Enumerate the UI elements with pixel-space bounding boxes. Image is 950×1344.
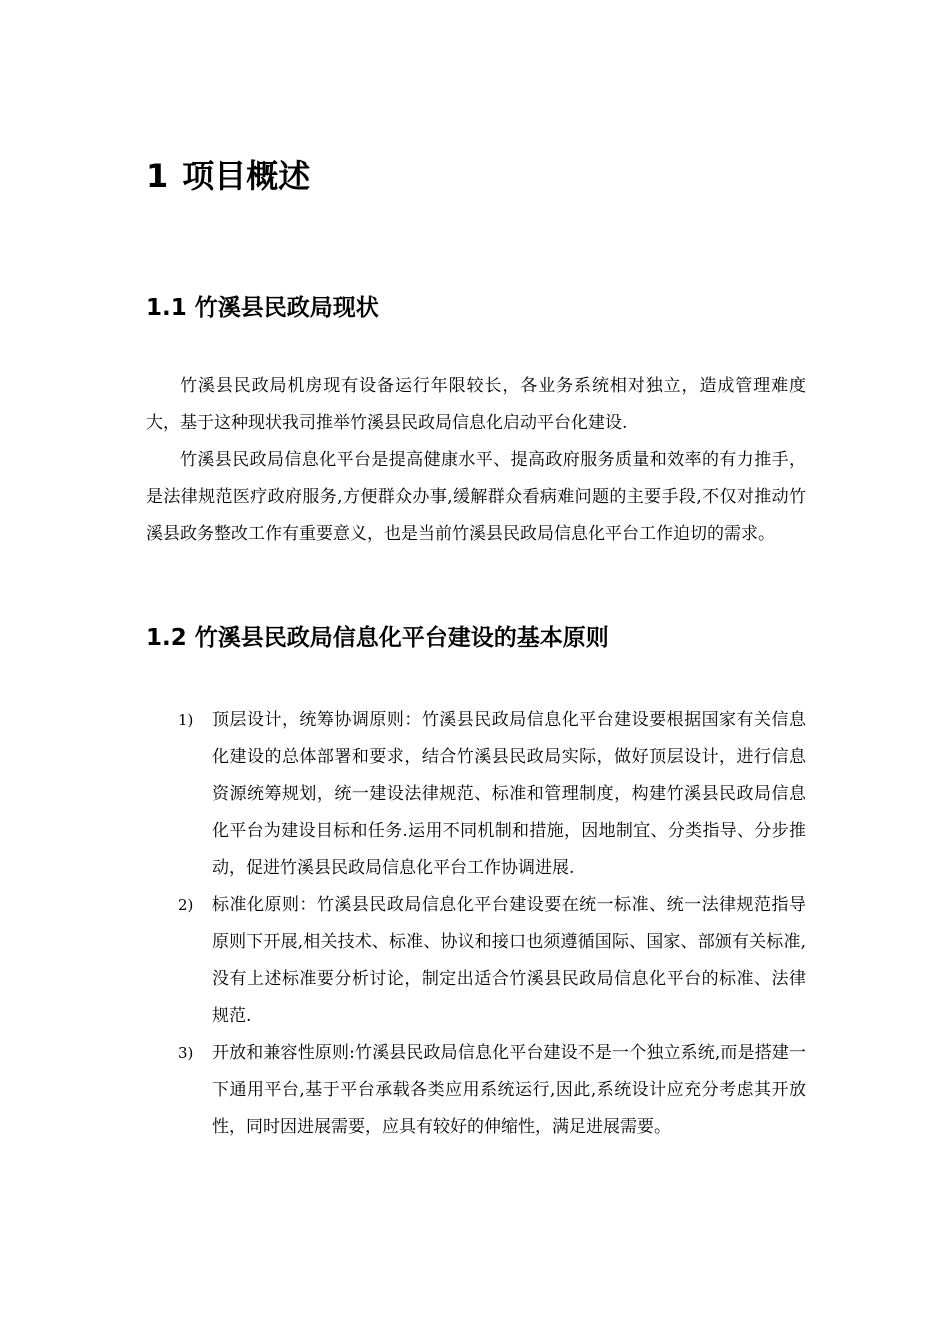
chapter-heading (146, 154, 310, 198)
principles-list (146, 702, 806, 1146)
section-heading-1-2 (146, 622, 609, 654)
list-marker: 3) (178, 1044, 194, 1062)
section-title: 竹溪县民政局信息化平台建设的基本原则 (194, 625, 609, 651)
chapter-number: 1 (146, 157, 169, 195)
list-marker: 1) (178, 711, 194, 729)
section-title: 竹溪县民政局现状 (194, 295, 379, 321)
chapter-title: 项目概述 (182, 157, 311, 195)
list-item-text: 标准化原则：竹溪县民政局信息化平台建设要在统一标准、统一法律规范指导原则下开展,相关技术、标准、协议和接口也须遵循国际、国家、部颁有关标准,没有上述标准要分析讨论，制定出适合竹溪县民政局信息化平台的标准、法律规范. (212, 895, 806, 1026)
list-item (146, 702, 806, 887)
list-item (146, 887, 806, 1035)
list-marker: 2) (178, 896, 194, 914)
paragraph-status-2: 竹溪县民政局信息化平台是提高健康水平、提高政府服务质量和效率的有力推手，是法律规范医疗政府服务,方便群众办事,缓解群众看病难问题的主要手段,不仅对推动竹溪县政务整改工作有重要意义，也是当前竹溪县民政局信息化平台工作迫切的需求。 (146, 450, 806, 544)
section-number: 1.1 (146, 295, 187, 321)
list-item (146, 1035, 806, 1146)
section-number: 1.2 (146, 625, 187, 651)
section-heading-1-1 (146, 292, 379, 324)
list-item-text: 开放和兼容性原则:竹溪县民政局信息化平台建设不是一个独立系统,而是搭建一下通用平台,基于平台承载各类应用系统运行,因此,系统设计应充分考虑其开放性，同时因进展需要，应具有较好的伸缩性，满足进展需要。 (212, 1043, 806, 1137)
list-item-text: 顶层设计，统筹协调原则：竹溪县民政局信息化平台建设要根据国家有关信息化建设的总体部署和要求，结合竹溪县民政局实际，做好顶层设计，进行信息资源统筹规划，统一建设法律规范、标准和管理制度，构建竹溪县民政局信息化平台为建设目标和任务.运用不同机制和措施，因地制宜、分类指导、分步推动，促进竹溪县民政局信息化平台工作协调进展. (212, 710, 806, 878)
paragraph-status-1: 竹溪县民政局机房现有设备运行年限较长，各业务系统相对独立，造成管理难度大，基于这种现状我司推举竹溪县民政局信息化启动平台化建设. (146, 376, 806, 433)
